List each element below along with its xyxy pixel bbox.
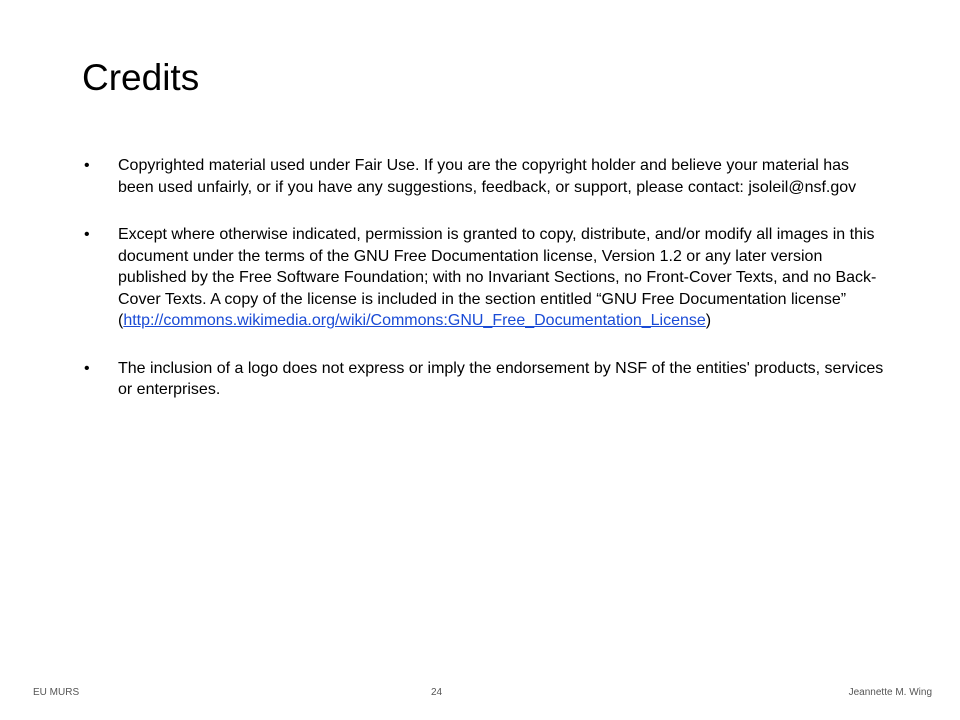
bullet-text: Copyrighted material used under Fair Use. If you are the copyright holder and believe your material has been used unfairly, or if you have any suggestions, feedback, or support, please contact: jsoleil@nsf.gov [118, 157, 857, 196]
slide-title: Credits [82, 57, 200, 98]
bullet-marker: • [84, 226, 90, 243]
bullet-logo-disclaimer [84, 358, 884, 401]
bullet-marker: • [84, 359, 90, 377]
bullet-marker: • [84, 157, 90, 174]
license-link[interactable]: http://commons.wikimedia.org/wiki/Commons:GNU_Free_Documentation_License [123, 312, 706, 329]
footer-event: EU MURS [33, 687, 80, 698]
bullet-fair-use [84, 155, 884, 198]
bullet-text: The inclusion of a logo does not express or imply the endorsement by NSF of the entities' products, services or enterprises. [118, 359, 884, 398]
bullet-gnu-license [84, 224, 884, 332]
footer-author: Jeannette M. Wing [848, 687, 932, 698]
bullet-list [84, 155, 884, 427]
bullet-text-close-paren: ) [705, 312, 712, 329]
bullet-text: Except where otherwise indicated, permission is granted to copy, distribute, and/or modify all images in this document under the terms of the GNU Free Documentation license, Version 1.2 or any later version published by the Free Software Foundation; with no Invariant Sections, no Front-Cover Texts, and no Back-Cover Texts. A copy of the license is included in the section entitled “GNU Free Documentation license” ( [118, 226, 877, 329]
footer-page-number: 24 [431, 687, 443, 698]
